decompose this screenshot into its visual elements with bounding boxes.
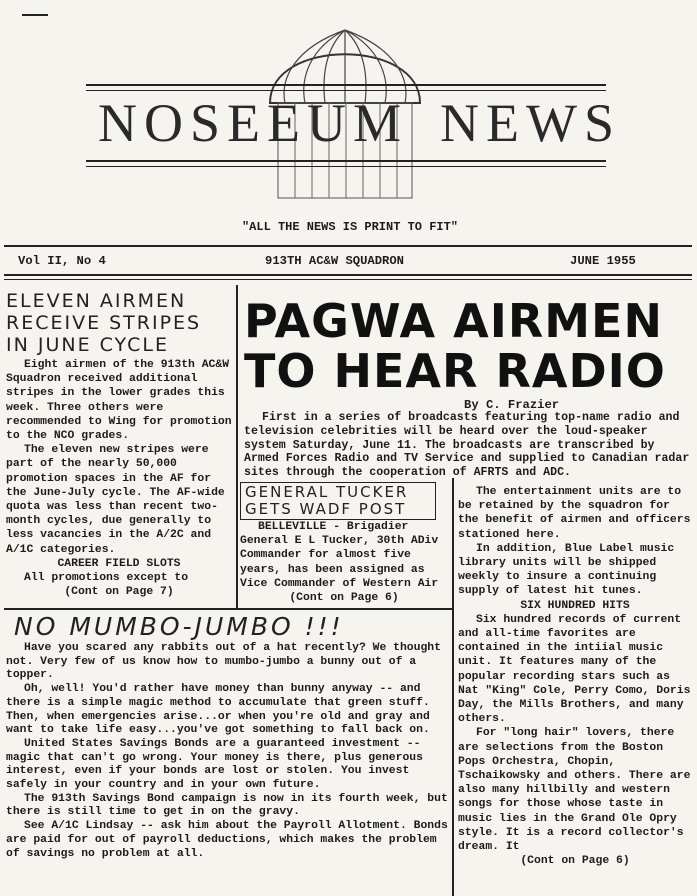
issue-date: JUNE 1955 [570,254,636,268]
masthead-rule-top-2 [86,90,606,91]
issue-rule-bottom [4,274,692,276]
tucker-body: BELLEVILLE - Brigadier General E L Tucker, 30th ADiv Commander for almost five years, has been assigned as Vice Commander of Western Air [240,521,439,590]
pagwa-cont: (Cont on Page 6) [520,855,630,868]
pagwa-col2-paragraph-2: In addition, Blue Label music library units will be shipped weekly to insure a continuing supply of latest hit tunes. [458,542,675,598]
mumbo-paragraph-1: Have you scared any rabbits out of a hat recently? We thought not. Very few of us know how to mumbo-jumbo a bunny out of a topper. [6,642,441,682]
mumbo-paragraph-2: Oh, well! You'd rather have money than bunny anyway -- and there is a simple magic method to accumulate that green stuff. Then, when emergencies arise...or when you're old and gray and want to take life easy...you've got something to fall back on. [6,683,430,737]
tucker-article [240,482,448,605]
pagwa-headline-1: PAGWA AIRMEN [244,294,663,348]
issue-rule-bottom-2 [4,279,692,280]
pagwa-byline: By C. Frazier [464,398,560,412]
pagwa-lead: First in a series of broadcasts featuring top-name radio and television celebrities will be heard over the loud-speaker system Saturday, June 11. The broadcasts are transcribed by Armed Forces Radio and TV Service and supplied to Canadian radar sites through the cooperation of AFRTS and ADC. [244,411,690,480]
stripes-tail: All promotions except to [24,572,189,585]
mumbo-headline: NO MUMBO-JUMBO !!! [14,612,344,641]
tucker-cont: (Cont on Page 6) [289,592,399,605]
stripes-paragraph-2: The eleven new stripes were part of the nearly 50,000 promotion spaces in the AF for the June-July cycle. The AF-wide quota was less than recent two-month cycles, due generally to less vacancies in the A/2C and A/1C categories. [6,444,225,556]
stripes-headline-3: IN JUNE CYCLE [6,334,169,356]
masthead-rule-bottom [86,160,606,162]
masthead-title-right: NEWS [440,93,621,153]
pagwa-col2-paragraph-1: The entertainment units are to be retained by the squadron for the benefit of airmen and officers stationed here. [458,486,691,541]
divider-left-column [236,285,238,608]
stripes-headline-1: ELEVEN AIRMEN [6,290,187,312]
pagwa-headline-2: TO HEAR RADIO [244,344,666,398]
masthead-title-left: NOSEEUM [98,93,409,153]
stripes-article [6,290,232,599]
stripes-paragraph-1: Eight airmen of the 913th AC&W Squadron received additional stripes in the lower grades this week. Three others were recommended to Wing for promotion to the NCO grades. [6,359,232,443]
divider-mumbo-top [4,608,453,610]
masthead-motto: "ALL THE NEWS IS PRINT TO FIT" [241,220,459,234]
pagwa-col2-paragraph-3: Six hundred records of current and all-time favorites are contained in the intiial music unit. It features many of the popular recording stars such as Nat "King" Cole, Perry Como, Doris Day, the Mills Brothers, and many others. [458,613,691,726]
masthead-rule-bottom-2 [86,166,606,167]
mumbo-paragraph-5: See A/1C Lindsay -- ask him about the Payroll Allotment. Bonds are paid for out of payroll deductions, which makes the problem of savings no problem at all. [6,820,448,860]
tucker-headline-1: GENERAL TUCKER [245,483,409,501]
stripes-headline-2: RECEIVE STRIPES [6,312,202,334]
tucker-headline-box [240,482,436,520]
pagwa-headline-block [244,296,694,396]
mumbo-article [6,612,448,861]
stripes-subhead: CAREER FIELD SLOTS [57,557,181,570]
divider-right-column [452,478,454,896]
pagwa-subhead: SIX HUNDRED HITS [520,599,630,612]
corner-mark [22,14,48,16]
tucker-headline-2: GETS WADF POST [245,500,407,518]
mumbo-paragraph-3: United States Savings Bonds are a guaranteed investment -- magic that can't go wrong. Your money is there, plus generous interest, even if your bonds are lost or stolen. You invest safely in your country and in your own future. [6,737,423,792]
stripes-cont: (Cont on Page 7) [64,586,174,599]
pagwa-right-column [458,485,692,868]
issue-unit: 913TH AC&W SQUADRON [265,254,404,268]
issue-rule-top [4,245,692,247]
issue-volume: Vol II, No 4 [18,254,106,268]
mumbo-paragraph-4: The 913th Savings Bond campaign is now in its fourth week, but there is still time to get in on the gravy. [6,792,448,819]
masthead-rule-top [86,84,606,86]
pagwa-col2-paragraph-4: For "long hair" lovers, there are selections from the Boston Pops Orchestra, Chopin, Tschaikowsky and others. There are also many hillbilly and western songs for those whose taste in music lies in the Grand Ole Opry style. It is a record collector's dream. It [458,727,691,854]
